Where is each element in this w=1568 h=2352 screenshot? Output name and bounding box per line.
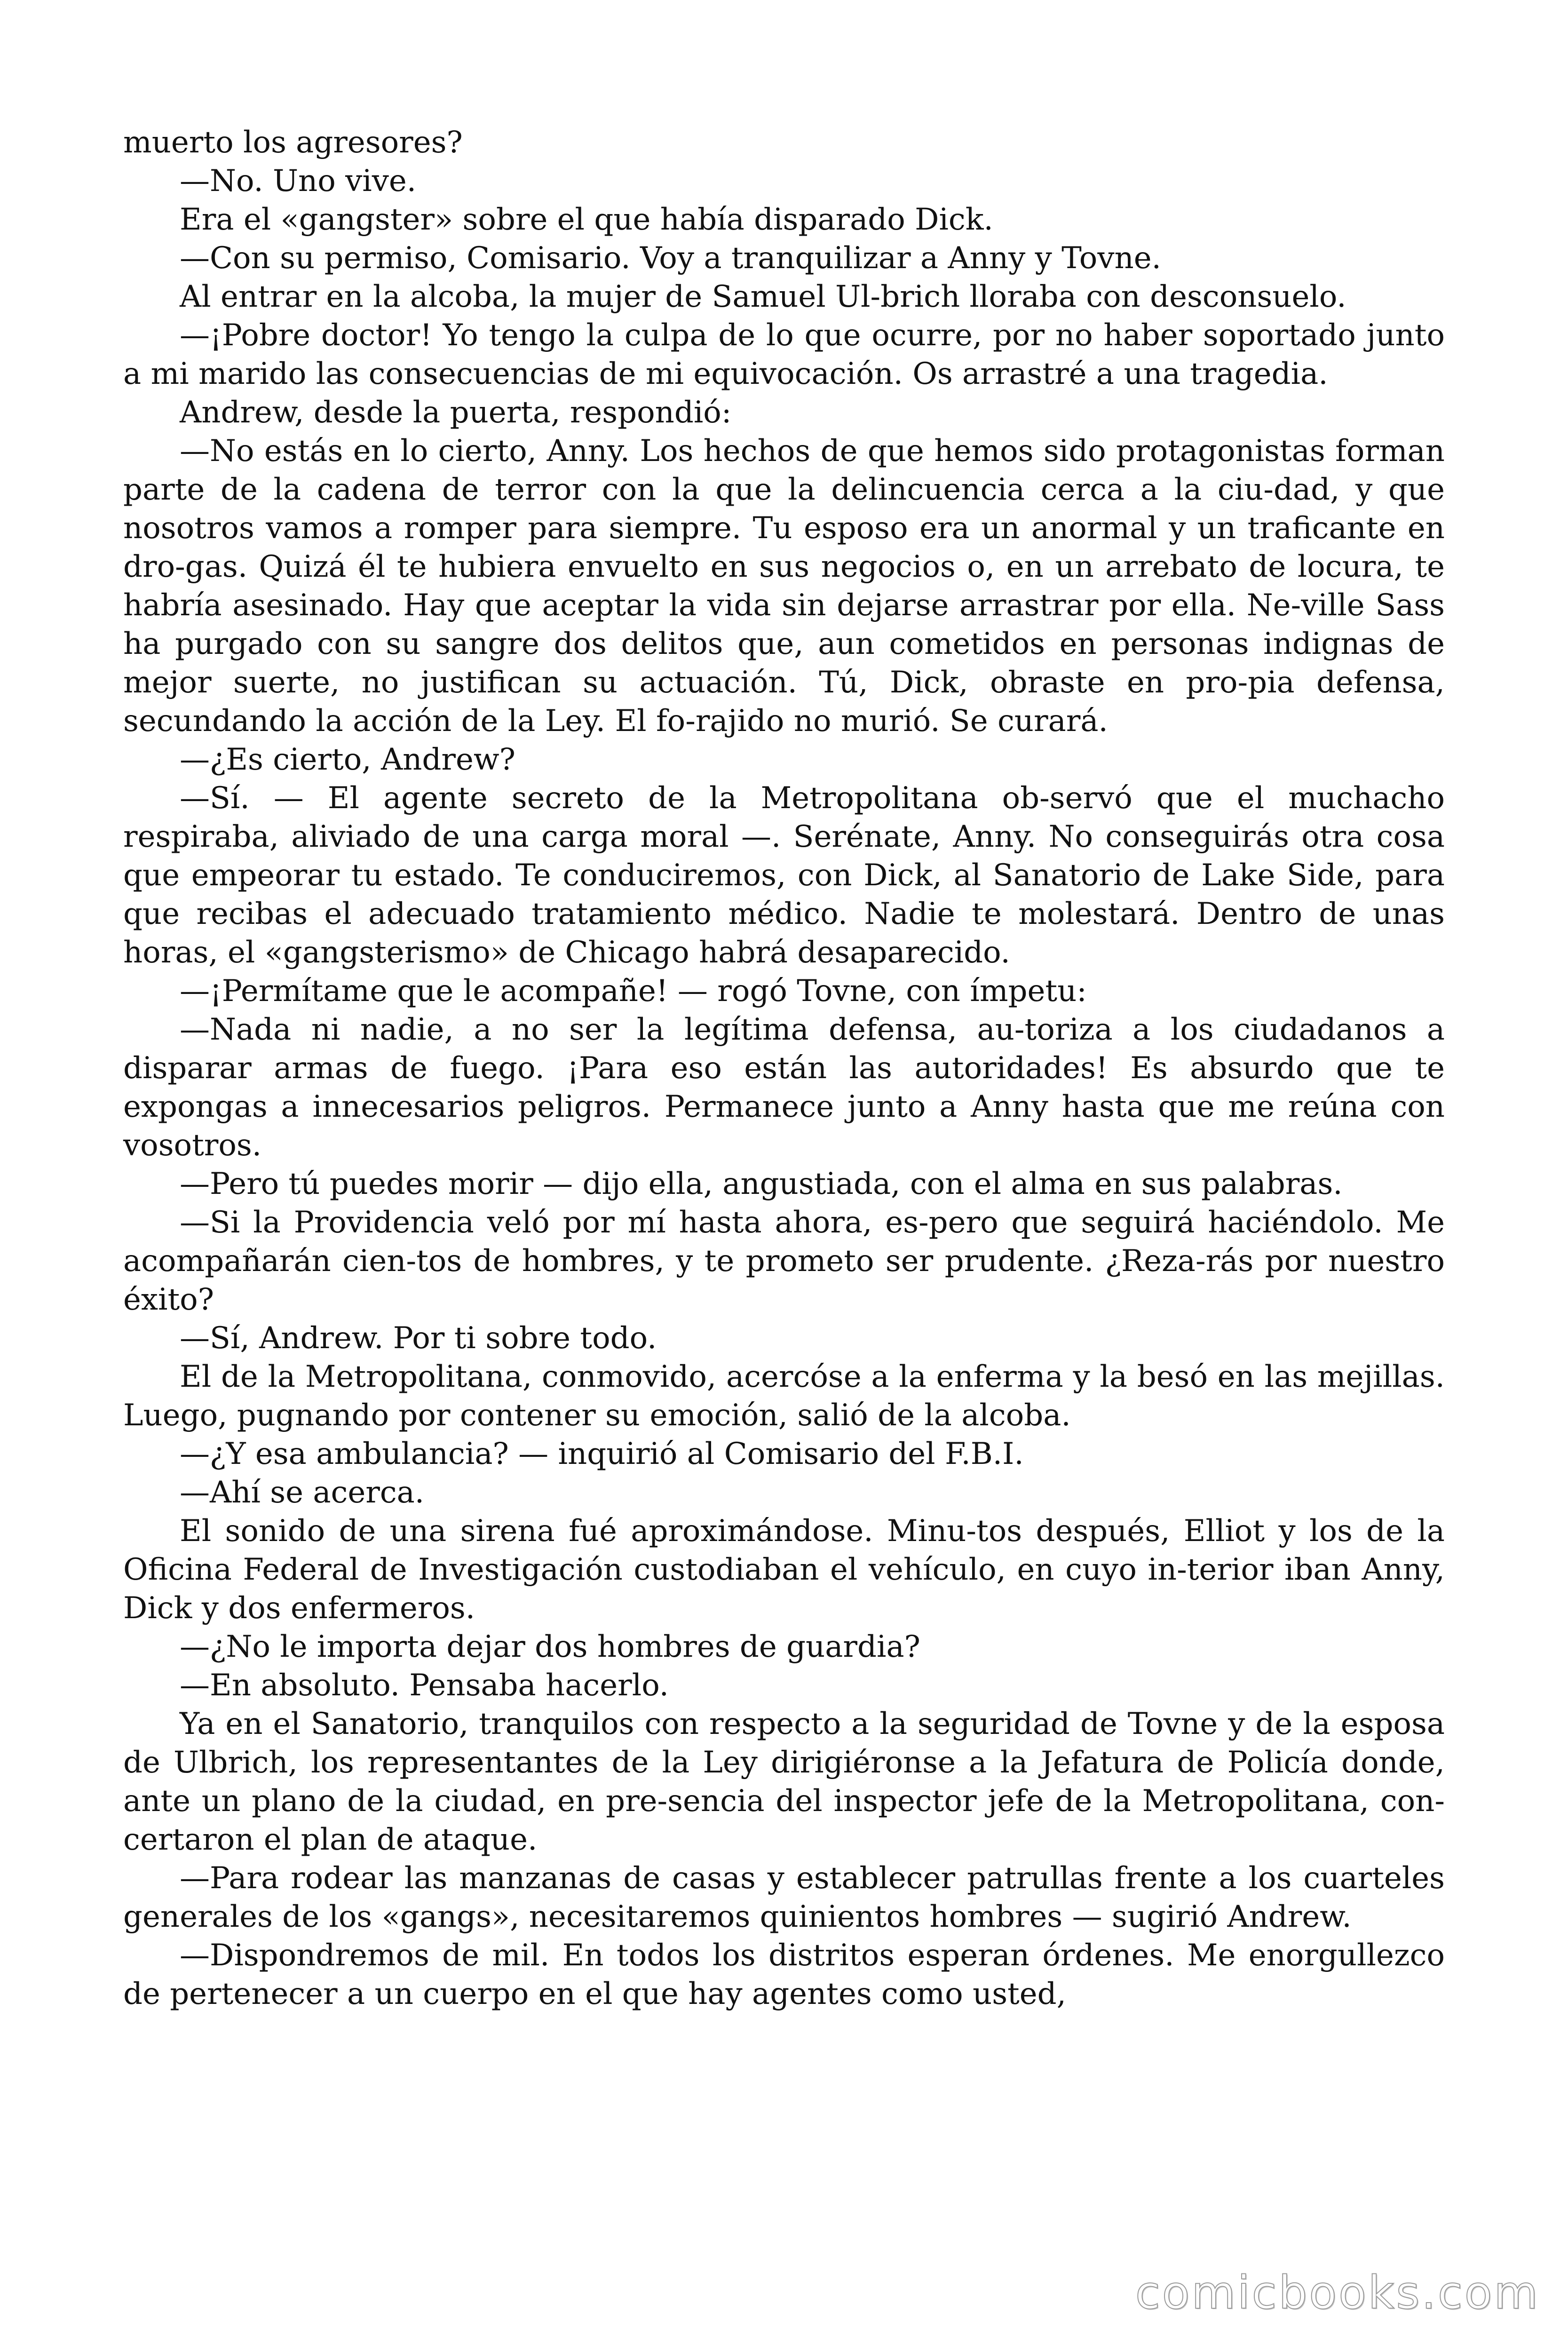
paragraph: —Pero tú puedes morir — dijo ella, angustiada, con el alma en sus palabras.	[180, 1167, 1343, 1201]
paragraph: Andrew, desde la puerta, respondió:	[180, 395, 732, 430]
paragraph: —Dispondremos de mil. En todos los distritos esperan órdenes. Me enorgullezco de pertenecer a un cuerpo en el que hay agentes como usted,	[123, 1938, 1445, 2011]
paragraph: —En absoluto. Pensaba hacerlo.	[180, 1668, 669, 1703]
paragraph: —Nada ni nadie, a no ser la legítima defensa, au-toriza a los ciudadanos a disparar armas de fuego. ¡Para eso están las autoridades! Es absurdo que te expongas a innecesarios peligros. Permanece junto a Anny hasta que me reúna con vosotros.	[123, 1012, 1445, 1163]
paragraph: —Sí, Andrew. Por ti sobre todo.	[180, 1321, 657, 1356]
watermark: comicbooks.com	[1135, 2266, 1540, 2319]
paragraph: —Sí. — El agente secreto de la Metropolitana ob-servó que el muchacho respiraba, aliviado de una carga moral —. Serénate, Anny. No conseguirás otra cosa que empeorar tu estado. Te conduciremos, con Dick, al Sanatorio de Lake Side, para que recibas el adecuado tratamiento médico. Nadie te molestará. Dentro de unas horas, el «gangsterismo» de Chicago habrá desaparecido.	[123, 781, 1445, 970]
paragraph: muerto los agresores?	[123, 125, 463, 160]
book-page	[123, 123, 1445, 2240]
paragraph: —Ahí se acerca.	[180, 1475, 425, 1510]
paragraph: —No estás en lo cierto, Anny. Los hechos de que hemos sido protagonistas forman parte de la cadena de terror con la que la delincuencia cerca a la ciu-dad, y que nosotros vamos a romper para siempre. Tu esposo era un anormal y un traficante en dro-gas. Quizá él te hubiera envuelto en sus negocios o, en un arrebato de locura, te habría asesinado. Hay que aceptar la vida sin dejarse arrastrar por ella. Ne-ville Sass ha purgado con su sangre dos delitos que, aun cometidos en personas indignas de mejor suerte, no justifican su actuación. Tú, Dick, obraste en pro-pia defensa, secundando la acción de la Ley. El fo-rajido no murió. Se curará.	[123, 434, 1445, 739]
paragraph: Ya en el Sanatorio, tranquilos con respecto a la seguridad de Tovne y de la esposa de Ulbrich, los representantes de la Ley dirigiéronse a la Jefatura de Policía donde, ante un plano de la ciudad, en pre-sencia del inspector jefe de la Metropolitana, con-certaron el plan de ataque.	[123, 1707, 1445, 1857]
paragraph: —No. Uno vive.	[180, 164, 417, 199]
paragraph: —¿Y esa ambulancia? — inquirió al Comisario del F.B.I.	[180, 1437, 1024, 1471]
paragraph: El sonido de una sirena fué aproximándose. Minu-tos después, Elliot y los de la Oficina Federal de Investigación custodiaban el vehículo, en cuyo in-terior iban Anny, Dick y dos enfermeros.	[123, 1514, 1445, 1626]
paragraph: —¡Permítame que le acompañe! — rogó Tovne, con ímpetu:	[180, 974, 1087, 1009]
paragraph: Era el «gangster» sobre el que había disparado Dick.	[180, 202, 993, 237]
paragraph: Al entrar en la alcoba, la mujer de Samuel Ul-brich lloraba con desconsuelo.	[180, 279, 1346, 314]
paragraph: —¿No le importa dejar dos hombres de guardia?	[180, 1629, 920, 1664]
paragraph: —Con su permiso, Comisario. Voy a tranquilizar a Anny y Tovne.	[180, 241, 1161, 276]
paragraph: El de la Metropolitana, conmovido, acercóse a la enferma y la besó en las mejillas. Luego, pugnando por contener su emoción, salió de la alcoba.	[123, 1359, 1445, 1433]
paragraph: —Si la Providencia veló por mí hasta ahora, es-pero que seguirá haciéndolo. Me acompañarán cien-tos de hombres, y te prometo ser prudente. ¿Reza-rás por nuestro éxito?	[123, 1205, 1445, 1317]
paragraph: —¡Pobre doctor! Yo tengo la culpa de lo que ocurre, por no haber soportado junto a mi marido las consecuencias de mi equivocación. Os arrastré a una tragedia.	[123, 318, 1445, 391]
paragraph: —¿Es cierto, Andrew?	[180, 742, 515, 777]
paragraph: —Para rodear las manzanas de casas y establecer patrullas frente a los cuarteles generales de los «gangs», necesitaremos quinientos hombres — sugirió Andrew.	[123, 1861, 1445, 1934]
